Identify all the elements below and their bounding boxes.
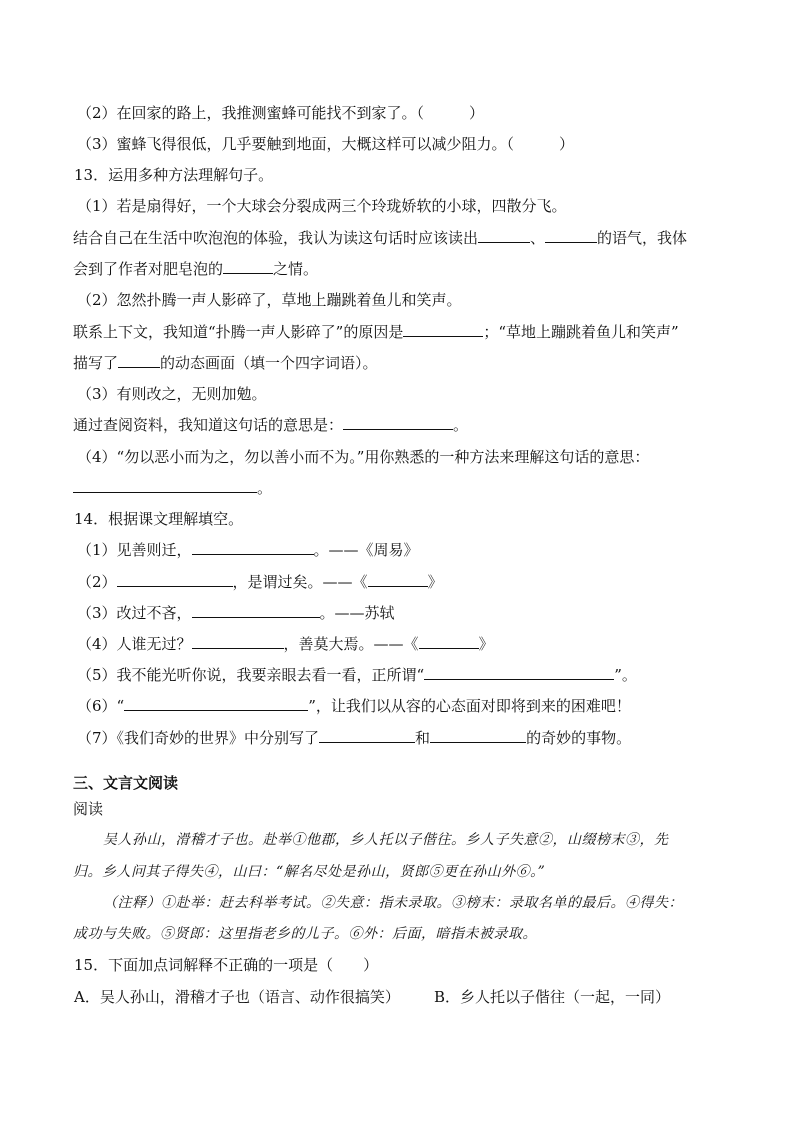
q13-p2-sentence: （2）忽然扑腾一声人影碎了，草地上蹦跳着鱼儿和笑声。 bbox=[77, 291, 462, 309]
passage-line-2: 归。乡人问其子得失④，山曰：“解名尽处是孙山，贤郎⑤更在孙山外⑥。” bbox=[73, 864, 546, 880]
answer-blank[interactable] bbox=[192, 603, 320, 618]
answer-blank[interactable] bbox=[478, 228, 530, 243]
q12-item-3: （3）蜜蜂飞得很低，几乎要触到地面，大概这样可以减少阻力。（ ） bbox=[77, 135, 575, 153]
note-line-1: （注释）①赴举：赶去科举考试。②失意：指未录取。③榜末：录取名单的最后。④得失： bbox=[103, 895, 683, 911]
q13-p2-line: 联系上下文，我知道“扑腾一声人影碎了”的原因是 ；“草地上蹦跳着鱼儿和笑声” bbox=[73, 323, 679, 341]
answer-blank[interactable] bbox=[124, 696, 308, 711]
q15-option-b[interactable]: B．乡人托以子偕往（一起，一同） bbox=[434, 988, 671, 1006]
q13-title: 13．运用多种方法理解句子。 bbox=[74, 166, 274, 184]
q13-p4-sentence: （4）“勿以恶小而为之，勿以善小而不为。”用你熟悉的一种方法来理解这句话的意思： bbox=[77, 448, 650, 466]
answer-blank[interactable] bbox=[430, 728, 526, 743]
answer-blank[interactable] bbox=[223, 259, 273, 274]
q13-p4-line: 。 bbox=[73, 478, 272, 498]
answer-blank[interactable] bbox=[192, 540, 314, 555]
q14-title: 14．根据课文理解填空。 bbox=[74, 510, 244, 528]
section-subheading: 阅读 bbox=[73, 800, 104, 818]
q13-p1-line2: 会到了作者对肥皂泡的 之情。 bbox=[73, 260, 319, 278]
q14-item-1: （1）见善则迁， 。——《周易》 bbox=[77, 541, 419, 559]
answer-blank[interactable] bbox=[343, 415, 453, 430]
section-heading: 三、文言文阅读 bbox=[73, 774, 179, 792]
q13-p3-line: 通过查阅资料，我知道这句话的意思是： 。 bbox=[73, 416, 469, 434]
q13-p2-line2: 描写了 的动态画面（填一个四字词语）。 bbox=[73, 354, 378, 372]
q13-p1-line: 结合自己在生活中吹泡泡的体验，我认为读这句话时应该读出 、 的语气，我体 bbox=[73, 229, 688, 247]
q14-item-3: （3）改过不吝， 。——苏轼 bbox=[77, 604, 395, 622]
answer-blank[interactable] bbox=[424, 665, 614, 680]
answer-blank[interactable] bbox=[368, 572, 428, 587]
answer-blank[interactable] bbox=[117, 572, 233, 587]
q14-item-7: （7）《我们奇妙的世界》中分别写了 和 的奇妙的事物。 bbox=[77, 729, 632, 747]
q12-item-2: （2）在回家的路上，我推测蜜蜂可能找不到家了。（ ） bbox=[77, 104, 485, 122]
note-line-2: 成功与失败。⑤贤郎：这里指老乡的儿子。⑥外：后面，暗指未被录取。 bbox=[73, 926, 537, 942]
q14-item-4: （4）人谁无过？ ，善莫大焉。——《 》 bbox=[77, 635, 494, 653]
answer-blank[interactable] bbox=[403, 322, 483, 337]
answer-blank[interactable] bbox=[73, 478, 257, 493]
q15-title: 15．下面加点词解释不正确的一项是（ ） bbox=[74, 956, 379, 974]
q14-item-6: （6）“ ”，让我们以从容的心态面对即将到来的困难吧！ bbox=[77, 697, 631, 715]
answer-blank[interactable] bbox=[419, 634, 479, 649]
answer-blank[interactable] bbox=[192, 634, 284, 649]
passage-line-1: 吴人孙山，滑稽才子也。赴举①他郡，乡人托以子偕往。乡人子失意②，山缀榜末③，先 bbox=[103, 832, 669, 848]
q15-option-a[interactable]: A．吴人孙山，滑稽才子也（语言、动作很搞笑） bbox=[74, 988, 400, 1006]
answer-blank[interactable] bbox=[545, 228, 597, 243]
q13-p1-sentence: （1）若是扇得好，一个大球会分裂成两三个玲珑娇软的小球，四散分飞。 bbox=[77, 197, 567, 215]
q14-item-5: （5）我不能光听你说，我要亲眼去看一看，正所谓“ ”。 bbox=[77, 666, 637, 684]
q13-p3-sentence: （3）有则改之，无则加勉。 bbox=[77, 385, 267, 403]
answer-blank[interactable] bbox=[319, 728, 415, 743]
answer-blank[interactable] bbox=[118, 353, 160, 368]
q14-item-2: （2） ，是谓过矣。——《 》 bbox=[77, 573, 443, 591]
